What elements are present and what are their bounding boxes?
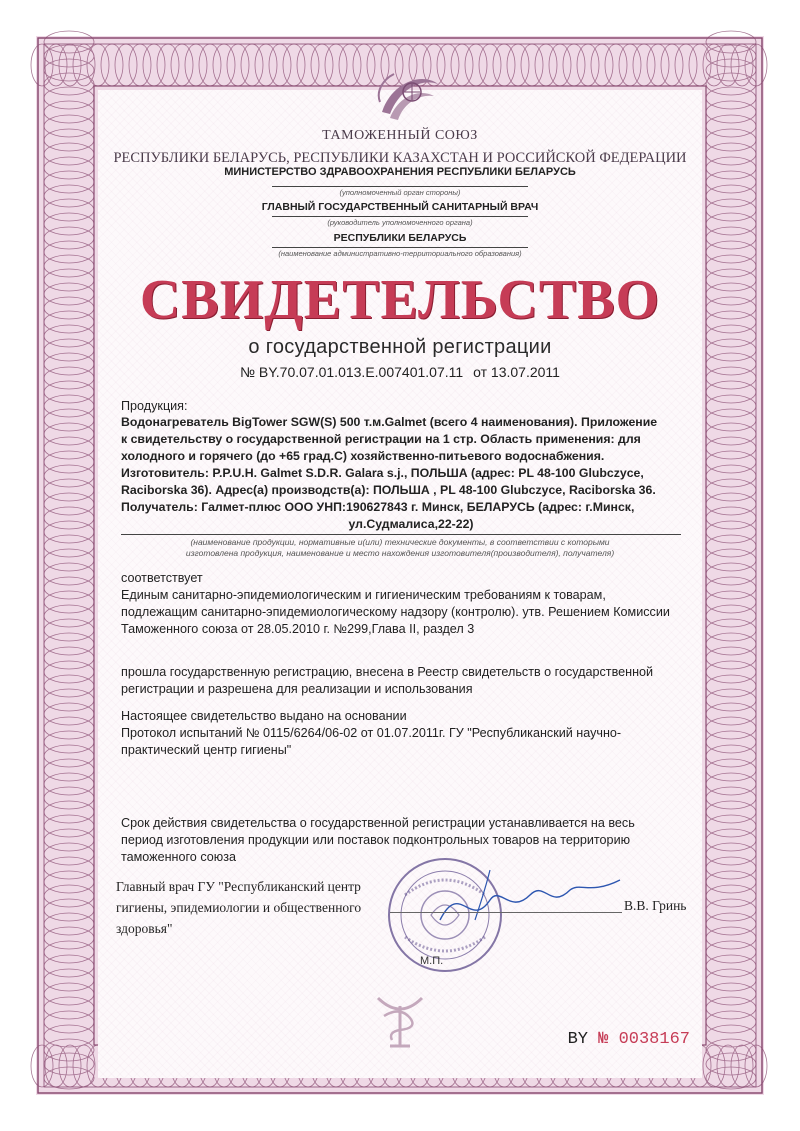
product-underline (121, 534, 681, 535)
bowl-of-hygieia-icon (370, 980, 430, 1050)
conforms-line: подлежащим санитарно-эпидемиологическому надзору (контролю). утв. Решением Комиссии (121, 605, 670, 619)
territory-heading: РЕСПУБЛИКИ БЕЛАРУСЬ (333, 232, 467, 244)
basis-line: практический центр гигиены" (121, 743, 292, 757)
stamp-mark-label: М.П. (420, 955, 444, 967)
signatory-name: В.В. Гринь (624, 898, 687, 913)
ministry-heading: МИНИСТЕРСТВО ЗДРАВООХРАНЕНИЯ РЕСПУБЛИКИ БЕЛАРУСЬ (224, 166, 576, 178)
product-line: ул.Судмалиса,22-22) (348, 517, 474, 531)
registered-line: прошла государственную регистрацию, внесена в Реестр свидетельств о государственной (121, 665, 654, 679)
serial-number (568, 1030, 690, 1049)
product-note (0, 537, 800, 559)
validity-line: таможенного союза (121, 850, 236, 864)
territory-note: (наименование административно-территориального образования) (278, 249, 522, 258)
validity-line: Срок действия свидетельства о государственной регистрации устанавливается на весь (121, 816, 635, 830)
product-note-line: изготовлена продукция, наименование и место нахождения изготовителя(производителя), получателя) (185, 548, 615, 558)
product-line: к свидетельству о государственной регистрации на 1 стр. Область применения: для (121, 432, 641, 446)
conforms-line: Единым санитарно-эпидемиологическим и гигиеническим требованиям к товарам, (121, 588, 606, 602)
republics-heading: РЕСПУБЛИКИ БЕЛАРУСЬ, РЕСПУБЛИКИ КАЗАХСТАН И РОССИЙСКОЙ ФЕДЕРАЦИИ (113, 150, 687, 166)
product-label: Продукция: (121, 399, 188, 413)
registration-number: № BY.70.07.01.013.E.007401.07.11 (240, 364, 464, 380)
signatory-position (116, 876, 361, 939)
registration-date: от 13.07.2011 (473, 364, 560, 380)
territory-underline (272, 247, 528, 248)
official-underline (272, 216, 528, 217)
official-heading: ГЛАВНЫЙ ГОСУДАРСТВЕННЫЙ САНИТАРНЫЙ ВРАЧ (261, 201, 539, 213)
product-line: холодного и горячего (до +65 град.С) хозяйственно-питьевого водоснабжения. (121, 449, 605, 463)
certificate-title: СВИДЕТЕЛЬСТВО (139, 269, 661, 331)
product-line: Raciborska 36). Адрес(а) производств(а): ПОЛЬША , PL 48-100 Glubczyce, Raciborska 36. (121, 483, 656, 497)
customs-union-emblem (372, 62, 446, 124)
conforms-line: Таможенного союза от 28.05.2010 г. №299,Глава II, раздел 3 (121, 622, 475, 636)
basis-line: Протокол испытаний № 0115/6264/06-02 от 01.07.2011г. ГУ "Республиканский научно- (121, 726, 622, 740)
product-note-line: (наименование продукции, нормативные и(или) технические документы, в соответствии с которыми (190, 537, 610, 547)
registered-line: регистрации и разрешена для реализации и использования (121, 682, 473, 696)
basis-label: Настоящее свидетельство выдано на основании (121, 709, 407, 723)
certificate-subtitle: о государственной регистрации (248, 336, 552, 358)
serial-no-sign: № (598, 1030, 609, 1049)
basis-text (121, 725, 681, 759)
conforms-label: соответствует (121, 571, 203, 585)
product-line: Водонагреватель BigTower SGW(S) 500 т.м.Galmet (всего 4 наименования). Приложение (121, 415, 658, 429)
product-line: Изготовитель: P.P.U.H. Galmet S.D.R. Galara s.j., ПОЛЬША (адрес: PL 48-100 Glubczyce, (121, 466, 644, 480)
serial-prefix: BY (567, 1030, 588, 1049)
official-note: (руководитель уполномоченного органа) (327, 218, 473, 227)
ministry-underline (272, 186, 528, 187)
registration-number-line (0, 364, 800, 380)
signatory-position-line: Главный врач ГУ "Республиканский центр (116, 879, 361, 894)
signature-scribble (430, 860, 630, 935)
validity-line: период изготовления продукции или поставок подконтрольных товаров на территорию (121, 833, 631, 847)
signatory-position-line: здоровья" (116, 921, 173, 936)
product-line: Получатель: Галмет-плюс ООО УНП:190627843 г. Минск, БЕЛАРУСЬ (адрес: г.Минск, (121, 500, 635, 514)
serial-number-value: 0038167 (618, 1030, 690, 1049)
signature-line (390, 912, 622, 913)
product-description (121, 414, 681, 533)
conforms-text (121, 587, 681, 638)
registered-text (121, 664, 681, 698)
signatory-position-line: гигиены, эпидемиологии и общественного (116, 900, 362, 915)
customs-union-heading: ТАМОЖЕННЫЙ СОЮЗ (322, 128, 478, 143)
ministry-note: (уполномоченный орган стороны) (339, 188, 461, 197)
